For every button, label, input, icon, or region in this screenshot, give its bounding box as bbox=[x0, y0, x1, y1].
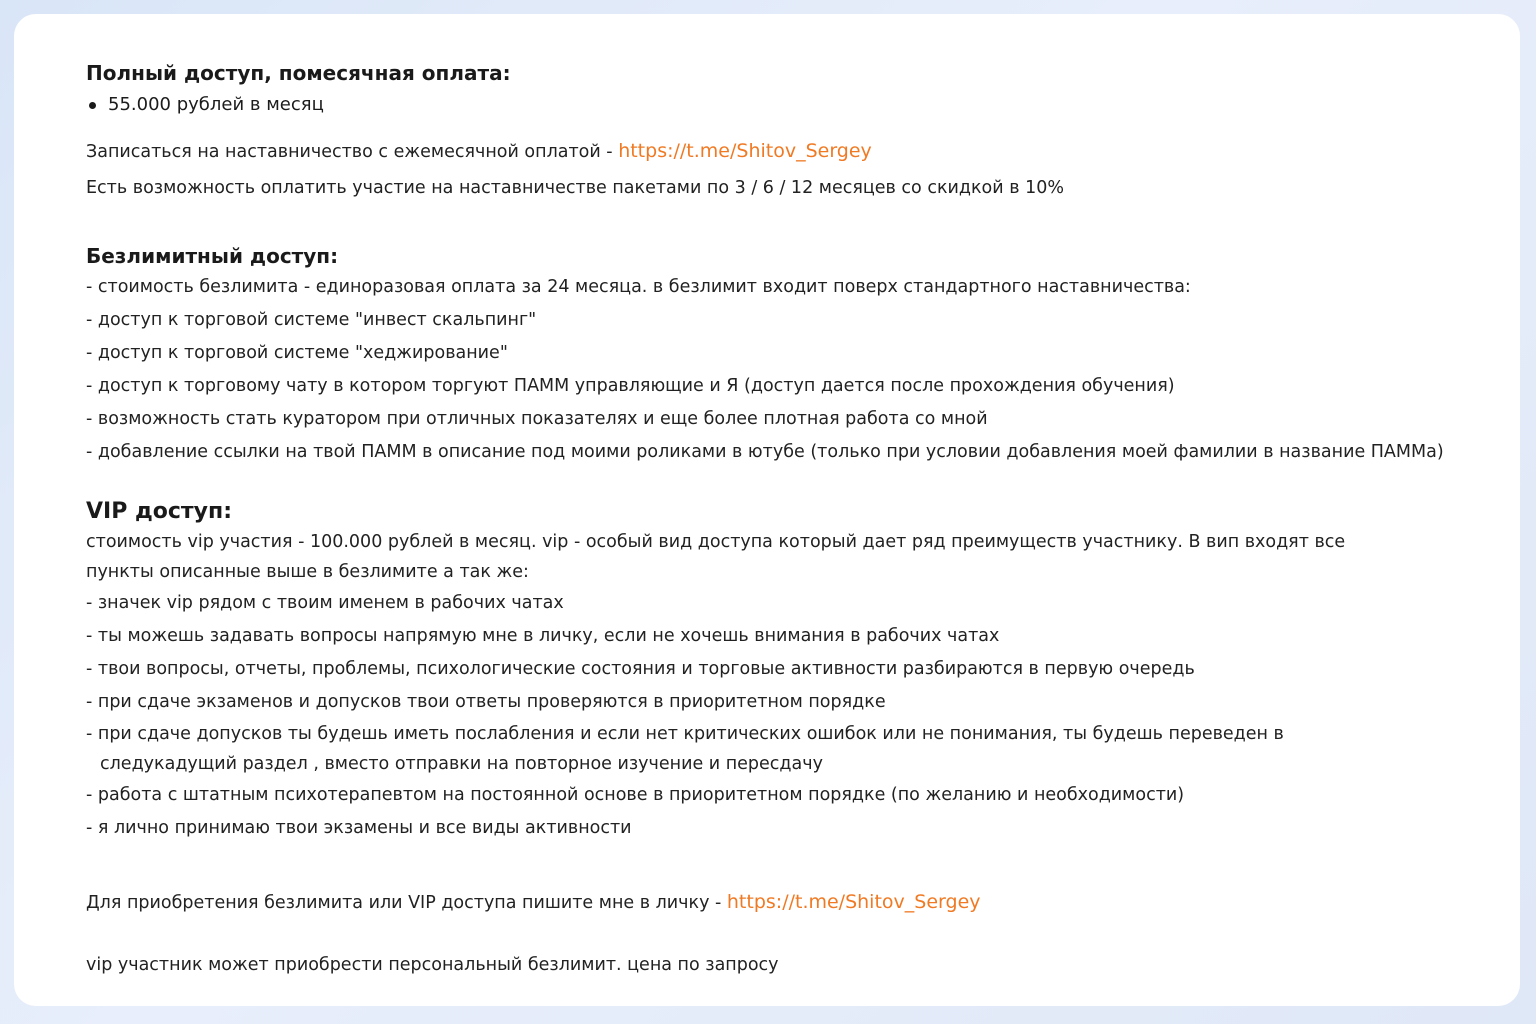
list-item: - ты можешь задавать вопросы напрямую мне в личку, если не хочешь внимания в рабочих чатах bbox=[86, 626, 1000, 646]
monthly-packages-text: Есть возможность оплатить участие на наставничестве пакетами по 3 / 6 / 12 месяцев со скидкой в 10% bbox=[86, 178, 1064, 198]
contact-line bbox=[86, 887, 1448, 918]
vip-description: стоимость vip участия - 100.000 рублей в месяц. vip - особый вид доступа который дает ряд преимуществ участнику. В вип входят все пункты описанные выше в безлимите а так же: bbox=[86, 532, 1346, 582]
list-item: - возможность стать куратором при отличных показателях и еще более плотная работа со мной bbox=[86, 409, 988, 429]
unlimited-access-heading: Безлимитный доступ: bbox=[86, 244, 339, 268]
contact-text: Для приобретения безлимита или VIP доступа пишите мне в личку - bbox=[86, 893, 727, 913]
monthly-signup-text: Записаться на наставничество с ежемесячной оплатой - bbox=[86, 142, 619, 162]
monthly-access-heading: Полный доступ, помесячная оплата: bbox=[86, 61, 511, 85]
footer-note: vip участник может приобрести персональный безлимит. цена по запросу bbox=[86, 955, 779, 975]
monthly-price-list bbox=[86, 90, 1448, 120]
list-item: - добавление ссылки на твой ПАММ в описание под моими роликами в ютубе (только при условии добавления моей фамилии в название ПАММа) bbox=[86, 442, 1444, 462]
list-item: - при сдаче допусков ты будешь иметь послабления и если нет критических ошибок или не понимания, ты будешь переведен в следукадущий раздел , вместо отправки на повторное изучение и пересдачу bbox=[86, 724, 1284, 774]
monthly-signup-link[interactable]: https://t.me/Shitov_Sergey bbox=[618, 140, 872, 162]
list-item: - работа с штатным психотерапевтом на постоянной основе в приоритетном порядке (по желанию и необходимости) bbox=[86, 785, 1185, 805]
monthly-signup-line bbox=[86, 136, 1448, 167]
list-item: - стоимость безлимита - единоразовая оплата за 24 месяца. в безлимит входит поверх стандартного наставничества: bbox=[86, 277, 1191, 297]
contact-link[interactable]: https://t.me/Shitov_Sergey bbox=[726, 891, 981, 913]
list-item: - доступ к торговой системе "хеджирование" bbox=[86, 343, 508, 363]
list-item: - доступ к торговой системе "инвест скальпинг" bbox=[86, 310, 537, 330]
monthly-price-item: 55.000 рублей в месяц bbox=[86, 90, 1448, 120]
content-card bbox=[14, 14, 1520, 1006]
list-item: - твои вопросы, отчеты, проблемы, психологические состояния и торговые активности разбираются в первую очередь bbox=[86, 659, 1195, 679]
unlimited-items-list bbox=[86, 271, 1448, 469]
list-item: - доступ к торговому чату в котором торгуют ПАММ управляющие и Я (доступ дается после прохождения обучения) bbox=[86, 376, 1175, 396]
list-item: - я лично принимаю твои экзамены и все виды активности bbox=[86, 818, 632, 838]
vip-access-heading: VIP доступ: bbox=[86, 499, 233, 524]
list-item: - при сдаче экзаменов и допусков твои ответы проверяются в приоритетном порядке bbox=[86, 692, 886, 712]
list-item: - значек vip рядом с твоим именем в рабочих чатах bbox=[86, 593, 564, 613]
vip-items-list bbox=[86, 587, 1448, 845]
